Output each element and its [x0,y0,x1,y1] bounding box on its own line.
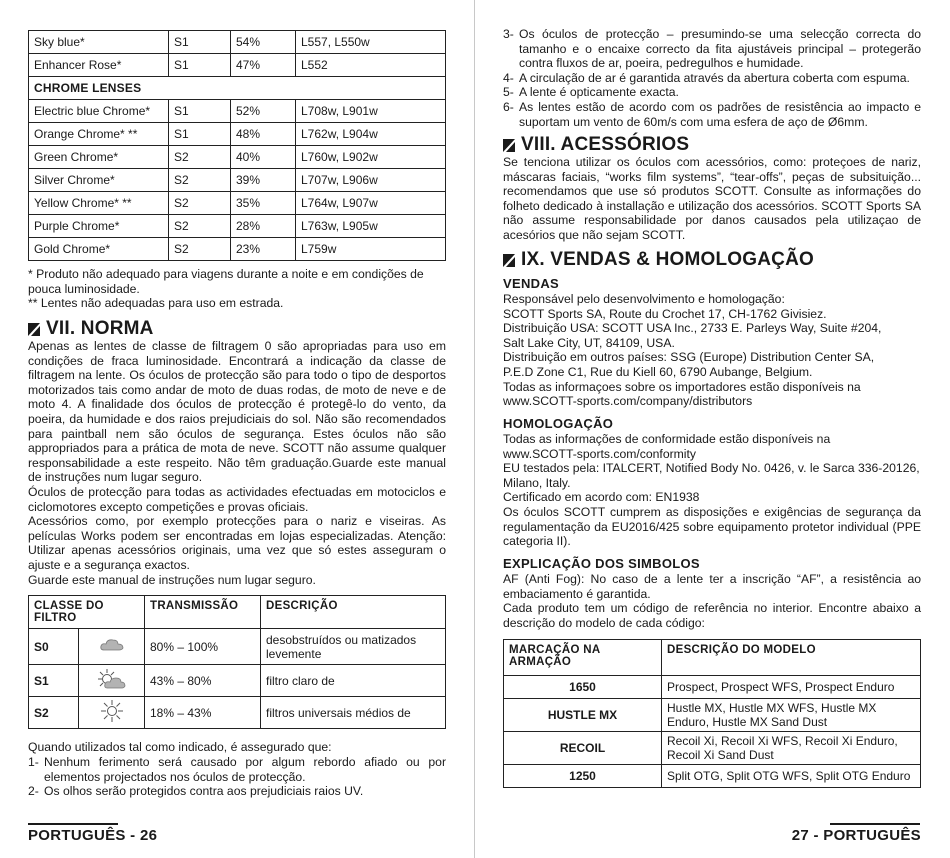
footer-rule [28,823,118,825]
model-description: Split OTG, Split OTG WFS, Split OTG Enduro [662,765,921,788]
column-header: DESCRIÇÃO DO MODELO [662,640,921,676]
text-line: Milano, Italy. [503,475,571,490]
paragraph: Apenas as lentes de classe de filtragem 0 são apropriadas para uso em condições de fraca luminosidade. Encontrará a indicação da classe de filtragem na lente. Os óculos de protecção são para todo o tipo de desportos motorizados tais como andar de moto de duas rodas, de moto de neve e de moto 4. A finalidade dos óculos de protecção é protegê-lo do vento, da poeira, da humidade e dos raios prejudiciais do sol. Não são recomendados para paintball nem são óculos de segurança. Estes óculos não são appropriados para a prática de mota de neve. SCOTT não assume qualquer responsabilidade a este respeito. Não têm graduação.Guarde este manual de instruções num lugar seguro. [28,339,446,485]
table-row [29,629,446,665]
list-text: Os óculos de protecção – presumindo-se uma selecção correcta do tamanho e o encaixe correcto da fita ajustáveis principal – protegerão contra fluxos de ar, poeira, pedregulhos e humidade. [519,27,921,71]
lens-models: L759w [296,238,446,261]
lens-category: S2 [169,146,231,169]
lens-category: S2 [169,192,231,215]
table-row [29,215,446,238]
lens-name: Enhancer Rose* [29,54,169,77]
footer-page-right: 27 - PORTUGUÊS [791,827,921,844]
frame-mark: 1650 [504,676,662,699]
lens-name: Gold Chrome* [29,238,169,261]
table-row [29,31,446,54]
homologacao-text [503,432,921,549]
paragraph: Os óculos SCOTT cumprem as disposições e exigências de segurança da regulamentação da EU2016/425 sobre equipamento protetor individual (PPE categoria II). [503,504,921,549]
section-heading-vendas [503,249,814,271]
frame-mark: 1250 [504,765,662,788]
lens-category: S1 [169,54,231,77]
lens-models: L708w, L901w [296,100,446,123]
filter-description: filtros universais médios de [261,697,446,729]
lens-transmission: 23% [231,238,296,261]
filter-description: desobstruídos ou matizados levemente [261,629,446,665]
table-header-row [504,640,921,676]
cloud-icon [100,638,124,652]
filter-icon-cell [79,665,145,697]
usage-list-left [28,755,446,799]
list-number: 3- [503,27,514,41]
list-text: Os olhos serão protegidos contra aos prejudiciais raios UV. [44,784,364,799]
text-line: Salt Lake City, UT, 84109, USA. [503,335,675,350]
table-row [29,665,446,697]
filter-code: S0 [29,629,79,665]
lens-category: S2 [169,238,231,261]
paragraph: Óculos de protecção para todas as actividades efectuadas em motociclos e ciclomotores excepto competições e provas oficiais. [28,484,446,514]
filter-code: S1 [29,665,79,697]
lens-transmission: 47% [231,54,296,77]
table-row [29,169,446,192]
model-description: Hustle MX, Hustle MX WFS, Hustle MX Enduro, Hustle MX Sand Dust [662,699,921,732]
lens-models: L762w, L904w [296,123,446,146]
lens-transmission: 40% [231,146,296,169]
model-code-table [503,639,921,788]
table-subheader-row [29,77,446,100]
lens-models: L707w, L906w [296,169,446,192]
table-row [29,192,446,215]
lens-models: L557, L550w [296,31,446,54]
list-number: 2- [28,784,39,799]
table-row [504,732,921,765]
vendas-subheading: VENDAS [503,276,559,291]
text-line: EU testados pela: ITALCERT, Notified Body No. 0426, v. le Sarca 336-20126, [503,461,920,476]
table-row [504,699,921,732]
homologacao-subheading: HOMOLOGAÇÃO [503,416,614,431]
column-header: MARCAÇÃO NA ARMAÇÃO [504,640,662,676]
lens-transmission: 48% [231,123,296,146]
table-row [29,123,446,146]
text-line: Certificado em acordo com: EN1938 [503,490,700,505]
filter-class-table [28,595,446,729]
list-text: A lente é opticamente exacta. [519,85,679,100]
table-row [29,146,446,169]
text-line: P.E.D Zone C1, Rue du Kiell 60, 6790 Aubange, Belgium. [503,364,813,379]
usage-intro-block [28,740,446,755]
filter-transmission: 18% – 43% [145,697,261,729]
section-marker-icon [28,323,40,336]
paragraph: Cada produto tem um código de referência no interior. Encontre abaixo a descrição do modelo de cada código: [503,601,921,630]
lens-transmission: 39% [231,169,296,192]
filter-transmission: 43% – 80% [145,665,261,697]
lens-models: L552 [296,54,446,77]
list-number: 6- [503,99,514,114]
list-item [28,784,446,799]
lens-category: S1 [169,123,231,146]
table-row [29,100,446,123]
table-header-row [29,596,446,629]
table-row [29,697,446,729]
section-title: VII. NORMA [46,318,154,339]
column-header: TRANSMISSÃO [145,596,261,629]
column-header: DESCRIÇÃO [261,596,446,629]
text-line: Todas as informaçoes sobre os importadores estão disponíveis na [503,379,861,394]
footer-rule [830,823,920,825]
lens-category: S2 [169,169,231,192]
filter-transmission: 80% – 100% [145,629,261,665]
vendas-text [503,292,921,409]
lens-transmission: 52% [231,100,296,123]
lens-models: L760w, L902w [296,146,446,169]
conformity-link-text: www.SCOTT-sports.com/conformity [503,446,696,461]
list-item [503,100,921,129]
list-item [503,71,921,86]
section-title: VIII. ACESSÓRIOS [521,134,690,155]
lens-category: S1 [169,31,231,54]
lens-category: S2 [169,215,231,238]
footnote-night: * Produto não adequado para viagens durante a noite e em condições de pouca luminosidade. [28,267,424,296]
filter-code: S2 [29,697,79,729]
frame-mark: RECOIL [504,732,662,765]
paragraph: Guarde este manual de instruções num lugar seguro. [28,572,316,587]
column-header: CLASSE DO FILTRO [29,596,145,629]
list-item [503,85,921,100]
list-number: 4- [503,70,514,85]
footnote-road: ** Lentes não adequadas para uso em estrada. [28,296,284,311]
lens-name: Purple Chrome* [29,215,169,238]
lens-name: Yellow Chrome* ** [29,192,169,215]
model-description: Recoil Xi, Recoil Xi WFS, Recoil Xi Enduro, Recoil Xi Sand Dust [662,732,921,765]
lens-transmission: 28% [231,215,296,238]
list-number: 1- [28,755,39,769]
table-row [29,238,446,261]
filter-icon-cell [79,629,145,665]
chrome-lenses-heading: CHROME LENSES [29,77,446,100]
norma-text [28,339,446,587]
footer-page-left: PORTUGUÊS - 26 [28,827,158,844]
usage-intro: Quando utilizados tal como indicado, é assegurado que: [28,740,332,754]
list-text: As lentes estão de acordo com os padrões de resistência ao impacto e suportam um vento de 60m/s com uma esfera de aço de Ø6mm. [519,99,921,129]
lens-name: Silver Chrome* [29,169,169,192]
lens-name: Green Chrome* [29,146,169,169]
list-text: Nenhum ferimento será causado por algum rebordo afiado ou por elementos projectados nos óculos de protecção. [44,755,446,784]
lens-transmission: 54% [231,31,296,54]
text-line: Responsável pelo desenvolvimento e homologação: [503,292,785,306]
text-line: SCOTT Sports SA, Route du Crochet 17, CH-1762 Givisiez. [503,306,827,321]
simbolos-subheading: EXPLICAÇÃO DOS SIMBOLOS [503,556,700,571]
lens-transmission: 35% [231,192,296,215]
lens-table [28,30,446,261]
lens-models: L763w, L905w [296,215,446,238]
simbolos-text [503,572,921,630]
table-row [504,676,921,699]
paragraph: AF (Anti Fog): No caso de a lente ter a inscrição “AF”, a resistência ao embaciamento é garantida. [503,572,921,601]
lens-name: Electric blue Chrome* [29,100,169,123]
text-line: Todas as informações de conformidade estão disponíveis na [503,432,831,446]
filter-description: filtro claro de [261,665,446,697]
lens-models: L764w, L907w [296,192,446,215]
section-marker-icon [503,139,515,152]
filter-icon-cell [79,697,145,729]
list-item [503,27,921,71]
section-heading-norma [28,318,154,340]
table-row [504,765,921,788]
list-text: A circulação de ar é garantida através da abertura coberta com espuma. [519,70,910,85]
sun-icon [101,700,123,722]
table-row [29,54,446,77]
distributors-link-text: www.SCOTT-sports.com/company/distributors [503,394,753,409]
text-line: Distribuição USA: SCOTT USA Inc., 2733 E. Parleys Way, Suite #204, [503,321,882,336]
paragraph: Se tenciona utilizar os óculos com acessórios, como: proteçoes de nariz, máscaras faciais, “works film systems”, “tear-offs”, peças de subsituição... recomendamos que use só produtos SCOTT. Consulte as informações do folheto dedicado à installação e utilização dos acessórios. SCOTT Sports SA não assume responsabilidade por danos causados pela utilizaçao de acesórios que não sejam SCOTT. [503,155,921,242]
sun-cloud-icon [97,668,127,690]
lens-category: S1 [169,100,231,123]
section-marker-icon [503,254,515,267]
list-number: 5- [503,85,514,100]
usage-list-right [503,27,921,129]
frame-mark: HUSTLE MX [504,699,662,732]
lens-name: Orange Chrome* ** [29,123,169,146]
section-title: IX. VENDAS & HOMOLOGAÇÃO [521,249,814,270]
footnotes [28,267,446,311]
right-page [475,0,950,858]
section-heading-acessorios [503,134,689,156]
text-line: Distribuição em outros países: SSG (Europe) Distribution Center SA, [503,350,875,365]
list-item [28,755,446,784]
paragraph: Acessórios como, por exemplo protecções para o nariz e viseiras. As películas Works podem ser encontradas em lojas especializadas. Atenção: Utilizar apenas acessórios originais, uma vez que só estes asseguram o ajuste e a segurança exactos. [28,514,446,572]
model-description: Prospect, Prospect WFS, Prospect Enduro [662,676,921,699]
acessorios-text [503,155,921,243]
lens-name: Sky blue* [29,31,169,54]
